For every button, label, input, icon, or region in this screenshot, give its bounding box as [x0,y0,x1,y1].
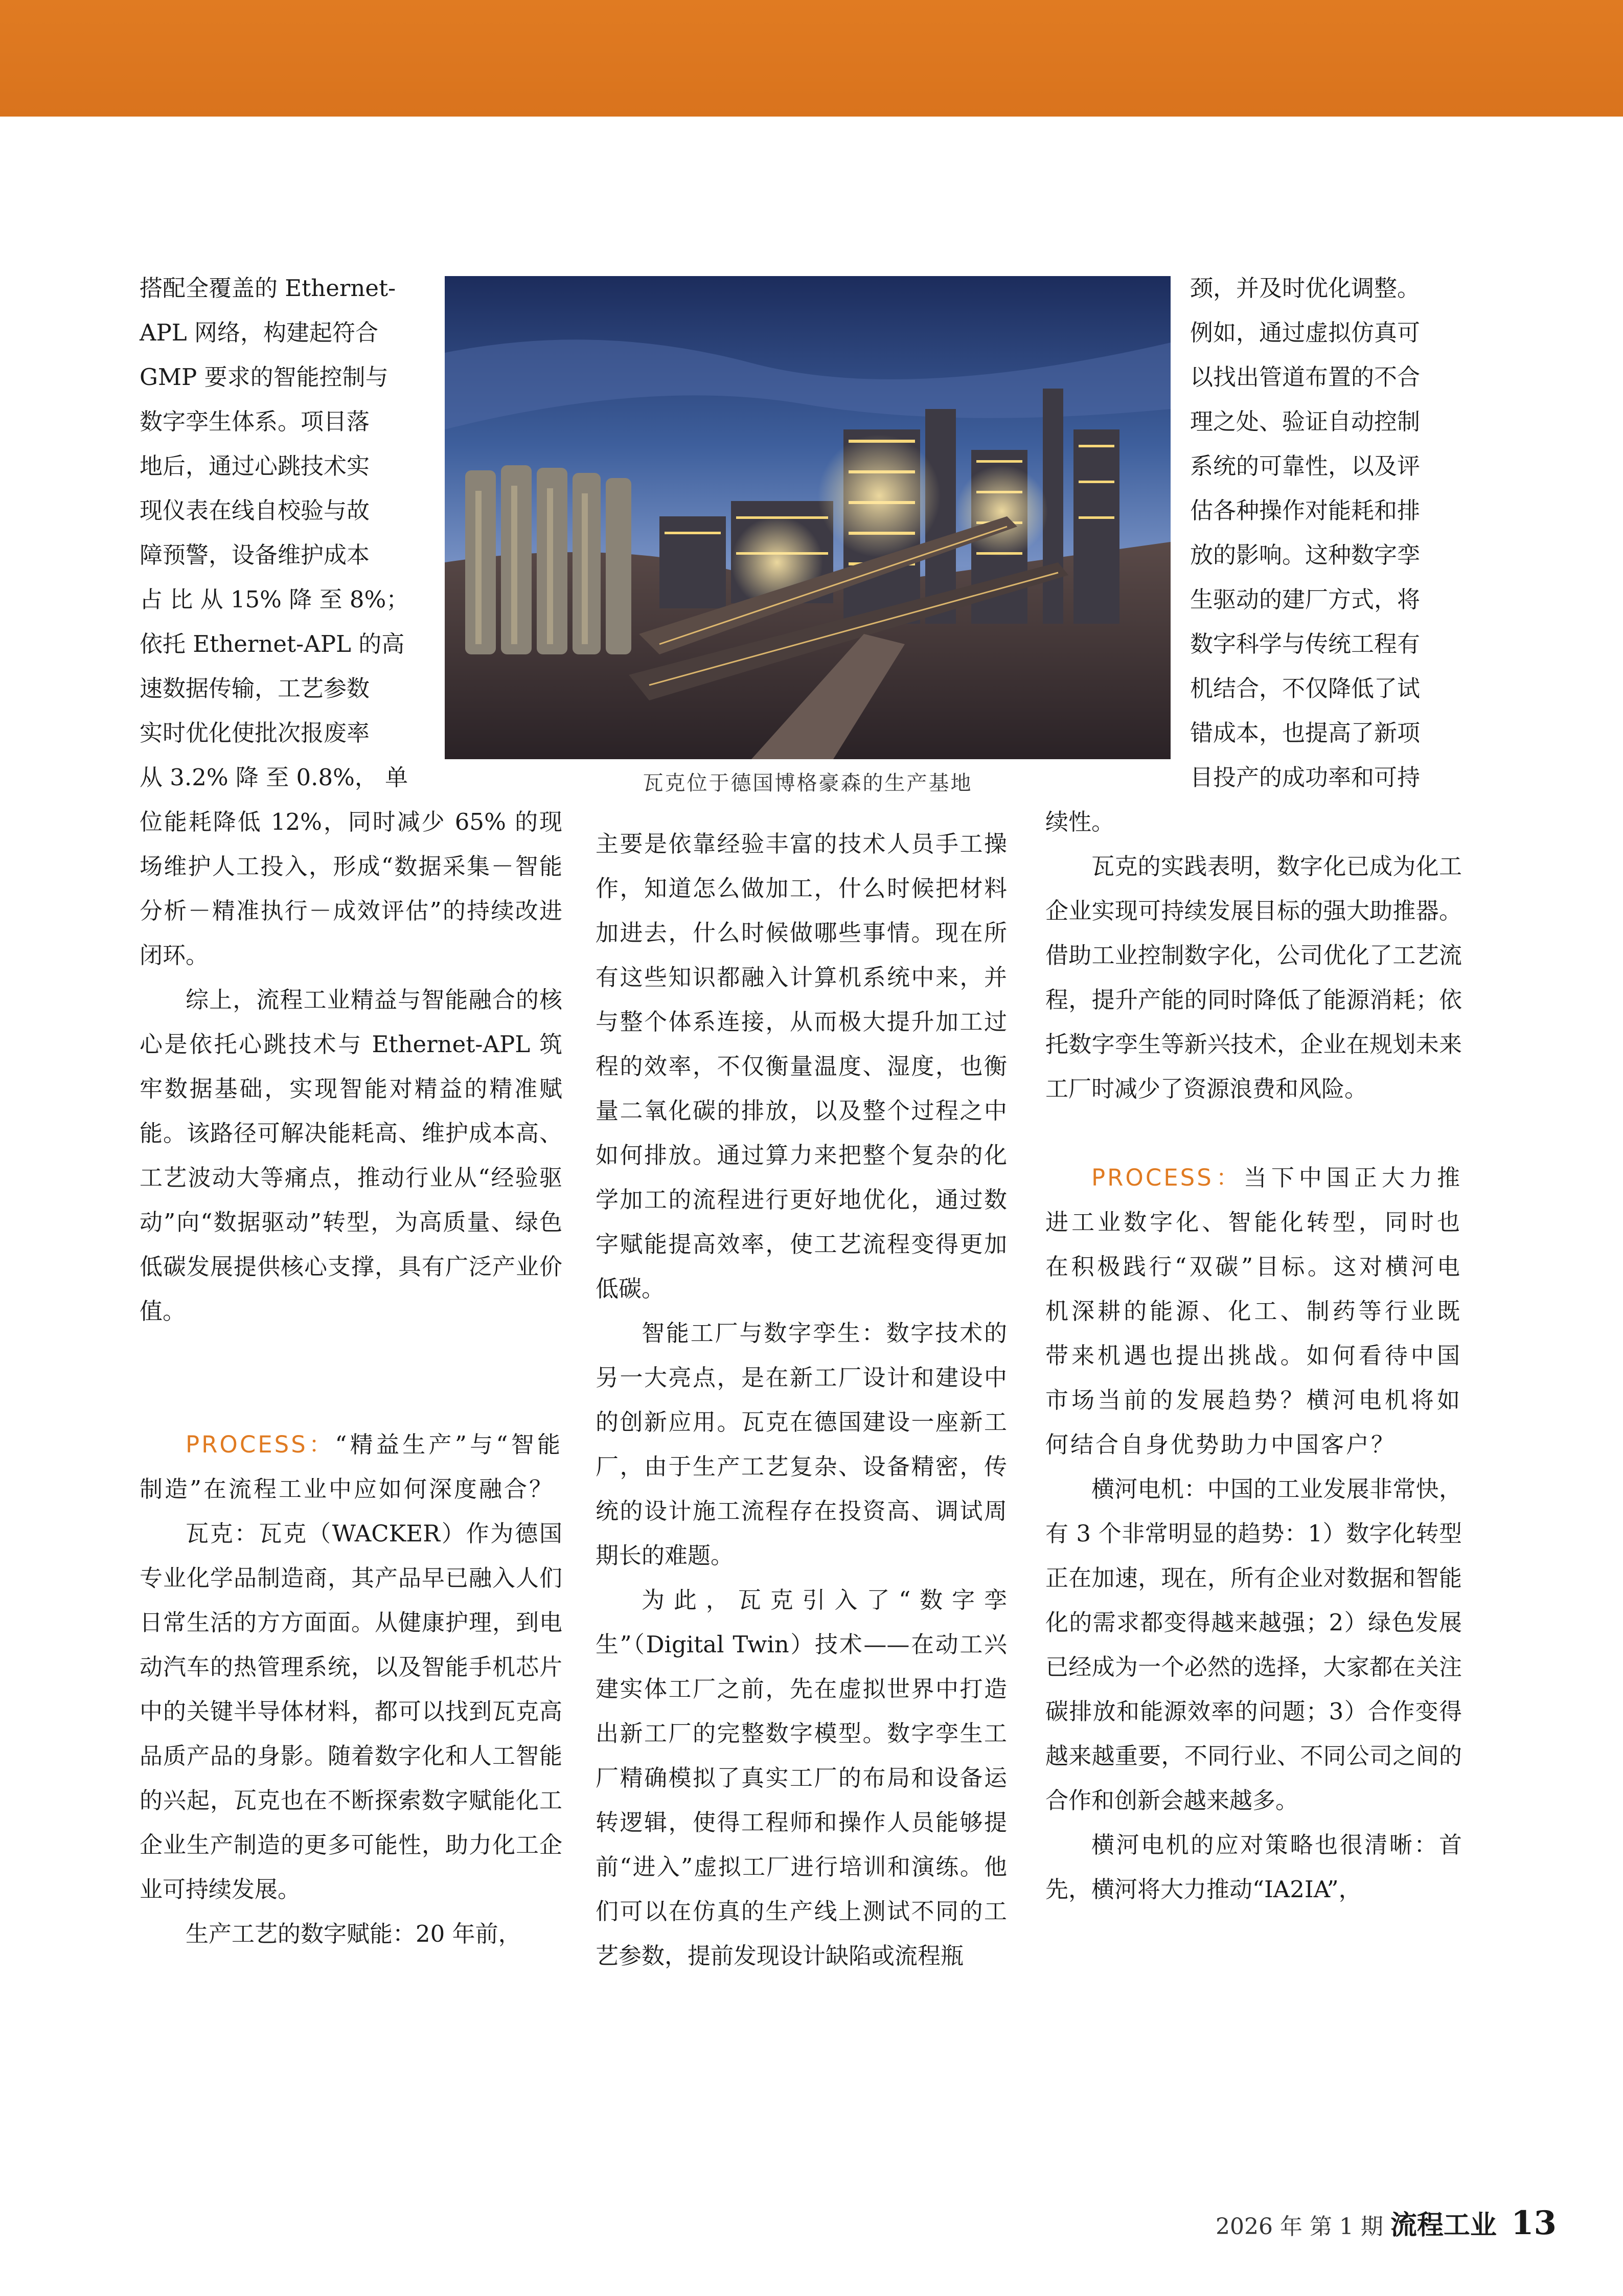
left-wrap-line: 搭配全覆盖的 Ethernet- [140,275,396,302]
right-wrap-line: 理之处、验证自动控制 [1190,408,1421,435]
right-answer [1045,1467,1462,1823]
left-answer [140,1511,562,1912]
answer-label-yokogawa: 横河电机： [1091,1475,1207,1503]
middle-paragraph-1: 主要是依靠经验丰富的技术人员手工操作，知道怎么做加工，什么时候把材料加进去，什么时候做哪些事情。现在所有这些知识都融入计算机系统中来，并与整个体系连接，从而极大提升加工过程的效率，不仅衡量温度、湿度，也衡量二氧化碳的排放，以及整个过程之中如何排放。通过算力来把整个复杂的化学加工的流程进行更好地优化，通过数字赋能提高效率，使工艺流程变得更加低碳。 [596,830,1007,1302]
left-paragraph-2: 综上，流程工业精益与智能融合的核心是依托心跳技术与 Ethernet-APL 筑牢数据基础，实现智能对精益的精准赋能。该路径可解决能耗高、维护成本高、工艺波动大等痛点，推动行业从“经验驱动”向“数据驱动”转型，为高质量、绿色低碳发展提供核心支撑，具有广泛产业价值。 [140,986,562,1325]
right-wrap-line: 颈，并及时优化调整。 [1190,275,1421,302]
left-paragraph-last: 生产工艺的数字赋能：20 年前， [186,1920,521,1947]
answer-label-wacker: 瓦克： [186,1520,259,1547]
left-wrap-line: 速数据传输，工艺参数 [140,675,370,702]
right-wrap-line: 机结合，不仅降低了试 [1190,675,1421,702]
right-column [1045,266,1462,1912]
publication-name: 流程工业 [1390,2210,1497,2241]
right-paragraph-last: 横河电机的应对策略也很清晰：首先，横河将大力推动“IA2IA”， [1045,1831,1462,1903]
middle-column [596,822,1007,1978]
left-wrap-line: 占 比 从 15% 降 至 8%； [140,586,409,613]
right-wrap-line: 例如，通过虚拟仿真可 [1190,319,1421,346]
process-label: PROCESS： [1091,1164,1244,1191]
left-wrap-line: 实时优化使批次报废率 [140,719,370,746]
header-band [0,0,1623,117]
right-answer-text: 中国的工业发展非常快，有 3 个非常明显的趋势：1）数字化转型正在加速，现在，所有企业对数据和智能化的需求都变得越来越强；2）绿色发展已经成为一个必然的选择，大家都在关注碳排放和能源效率的问题；3）合作变得越来越重要，不同行业、不同公司之间的合作和创新会越来越多。 [1045,1475,1462,1814]
left-wrap-lines [140,266,423,800]
issue-info: 2026 年 第 1 期 [1216,2214,1383,2240]
left-wrap-line: 障预警，设备维护成本 [140,541,370,569]
middle-paragraph-3: 为此，瓦克引入了“数字孪生”（Digital Twin）技术——在动工兴建实体工厂之前，先在虚拟世界中打造出新工厂的完整数字模型。数字孪生工厂精确模拟了真实工厂的布局和设备运转逻辑，使得工程师和操作人员能够提前“进入”虚拟工厂进行培训和演练。他们可以在仿真的生产线上测试不同的工艺参数，提前发现设计缺陷或流程瓶 [596,1586,1007,1969]
page-number: 13 [1511,2204,1557,2242]
right-question-text: 当下中国正大力推进工业数字化、智能化转型，同时也在积极践行“双碳”目标。这对横河电机深耕的能源、化工、制药等行业既带来机遇也提出挑战。如何看待中国市场当前的发展趋势？横河电机将如何结合自身优势助力中国客户？ [1045,1164,1462,1458]
middle-paragraph-2: 智能工厂与数字孪生：数字技术的另一大亮点，是在新工厂设计和建设中的创新应用。瓦克在德国建设一座新工厂，由于生产工艺复杂、设备精密，传统的设计施工流程存在投资高、调试周期长的难题。 [596,1320,1007,1569]
left-wrap-line: 地后，通过心跳技术实 [140,452,370,480]
process-label: PROCESS： [186,1431,335,1458]
left-wrap-line: 依托 Ethernet-APL 的高 [140,630,405,657]
figure-caption: 瓦克位于德国博格豪森的生产基地 [643,771,973,795]
right-wrap-line: 目投产的成功率和可持 [1190,764,1421,791]
right-wrap-line: 以找出管道布置的不合 [1190,363,1421,391]
right-wrap-line: 系统的可靠性，以及评 [1190,452,1421,480]
left-question-text: “精益生产”与“智能制造”在流程工业中应如何深度融合？ [140,1431,562,1503]
left-wrap-line: 现仪表在线自校验与故 [140,497,370,524]
left-paragraph-1-rest: 位能耗降低 12%，同时减少 65% 的现场维护人工投入，形成“数据采集－智能分析－精准执行－成效评估”的持续改进闭环。 [140,808,562,969]
right-paragraph-1-rest: 续性。 [1045,808,1115,835]
left-wrap-line: APL 网络，构建起符合 [140,319,378,346]
right-wrap-line: 放的影响。这种数字孪 [1190,541,1421,569]
right-paragraph-2: 瓦克的实践表明，数字化已成为化工企业实现可持续发展目标的强大助推器。借助工业控制数字化，公司优化了工艺流程，提升产能的同时降低了能源消耗；依托数字孪生等新兴技术，企业在规划未来工厂时减少了资源浪费和风险。 [1045,853,1462,1102]
left-answer-text: 瓦克（WACKER）作为德国专业化学品制造商，其产品早已融入人们日常生活的方方面面。从健康护理，到电动汽车的热管理系统，以及智能手机芯片中的关键半导体材料，都可以找到瓦克高品质产品的身影。随着数字化和人工智能的兴起，瓦克也在不断探索数字赋能化工企业生产制造的更多可能性，助力化工企业可持续发展。 [140,1520,562,1903]
left-question [140,1422,562,1511]
left-wrap-line: 数字孪生体系。项目落 [140,408,370,435]
left-wrap-line: 从 3.2% 降 至 0.8%， 单 [140,764,408,791]
right-wrap-line: 错成本，也提高了新项 [1190,719,1421,746]
left-wrap-line: GMP 要求的智能控制与 [140,363,388,391]
right-wrap-line: 生驱动的建厂方式，将 [1190,586,1421,613]
right-wrap-line: 数字科学与传统工程有 [1190,630,1421,657]
right-wrap-line: 估各种操作对能耗和排 [1190,497,1421,524]
page-footer [1216,2203,1557,2242]
right-question [1045,1155,1462,1467]
right-wrap-lines [1190,266,1462,800]
